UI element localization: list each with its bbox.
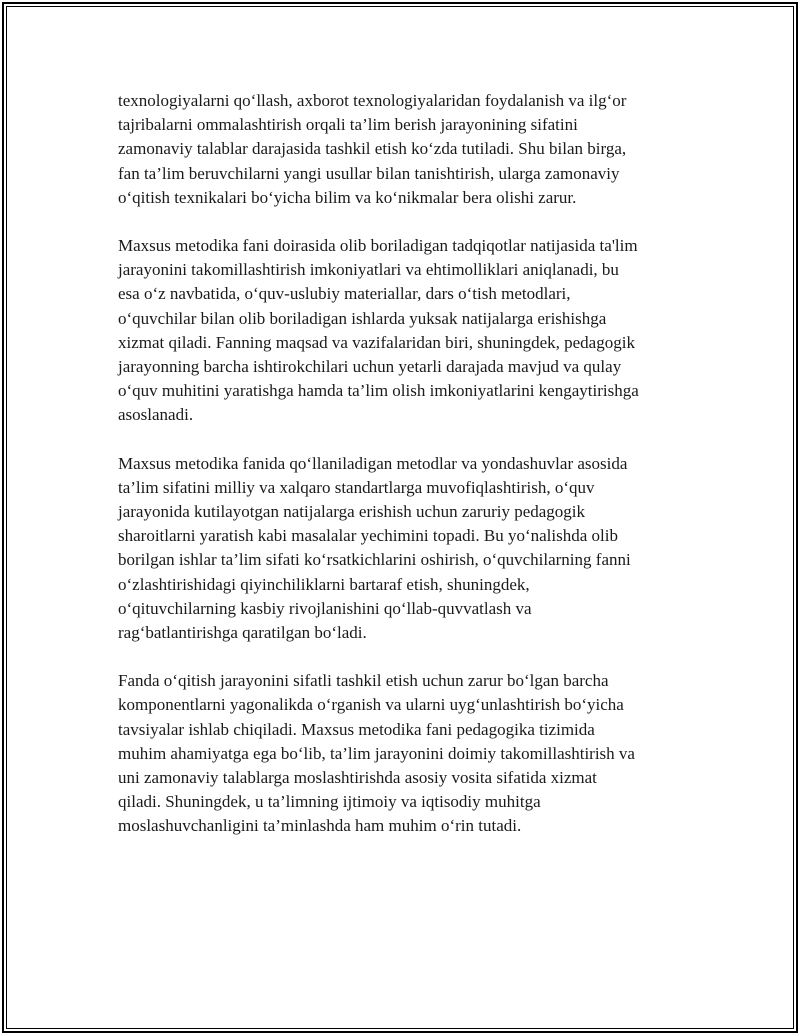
text-line: tavsiyalar ishlab chiqiladi. Maxsus metodika fani pedagogika tizimida bbox=[118, 719, 595, 739]
text-line: Maxsus metodika fanida qo‘llaniladigan metodlar va yondashuvlar asosida bbox=[118, 453, 628, 473]
document-body bbox=[118, 89, 708, 863]
text-line: fan ta’lim beruvchilarni yangi usullar bilan tanishtirish, ularga zamonaviy bbox=[118, 163, 620, 183]
text-line: jarayonida kutilayotgan natijalarga erishish uchun zaruriy pedagogik bbox=[118, 502, 586, 522]
paragraph-4 bbox=[118, 669, 708, 838]
text-line: Maxsus metodika fani doirasida olib boriladigan tadqiqotlar natijasida ta'lim bbox=[118, 236, 638, 256]
text-line: sharoitlarni yaratish kabi masalalar yechimini topadi. Bu yo‘nalishda olib bbox=[118, 526, 618, 546]
text-line: o‘quvchilar bilan olib boriladigan ishlarda yuksak natijalarga erishishga bbox=[118, 308, 607, 328]
text-line: o‘zlashtirishidagi qiyinchiliklarni bartaraf etish, shuningdek, bbox=[118, 574, 530, 594]
text-line: esa o‘z navbatida, o‘quv-uslubiy materiallar, dars o‘tish metodlari, bbox=[118, 284, 571, 304]
text-line: uni zamonaviy talablarga moslashtirishda asosiy vosita sifatida xizmat bbox=[118, 768, 597, 788]
text-line: jarayonini takomillashtirish imkoniyatlari va ehtimolliklari aniqlanadi, bu bbox=[118, 260, 619, 280]
text-line: jarayonning barcha ishtirokchilari uchun yetarli darajada mavjud va qulay bbox=[118, 357, 622, 377]
text-line: moslashuvchanligini ta’minlashda ham muhim o‘rin tutadi. bbox=[118, 816, 522, 836]
text-line: ta’lim sifatini milliy va xalqaro standartlarga muvofiqlashtirish, o‘quv bbox=[118, 477, 595, 497]
paragraph-1 bbox=[118, 89, 708, 210]
text-line: komponentlarni yagonalikda o‘rganish va ularni uyg‘unlashtirish bo‘yicha bbox=[118, 695, 624, 715]
text-line: texnologiyalarni qo‘llash, axborot texnologiyalaridan foydalanish va ilg‘or bbox=[118, 91, 627, 110]
text-line: o‘qituvchilarning kasbiy rivojlanishini qo‘llab-quvvatlash va bbox=[118, 598, 532, 618]
text-line: rag‘batlantirishga qaratilgan bo‘ladi. bbox=[118, 623, 367, 643]
paragraph-3 bbox=[118, 452, 708, 646]
paragraph-2 bbox=[118, 234, 708, 428]
text-line: o‘quv muhitini yaratishga hamda ta’lim olish imkoniyatlarini kengaytirishga bbox=[118, 381, 639, 401]
text-line: xizmat qiladi. Fanning maqsad va vazifalaridan biri, shuningdek, pedagogik bbox=[118, 332, 635, 352]
text-line: tajribalarni ommalashtirish orqali ta’lim berish jarayonining sifatini bbox=[118, 115, 578, 135]
text-line: Fanda o‘qitish jarayonini sifatli tashkil etish uchun zarur bo‘lgan barcha bbox=[118, 671, 609, 691]
text-line: borilgan ishlar ta’lim sifati ko‘rsatkichlarini oshirish, o‘quvchilarning fanni bbox=[118, 550, 631, 570]
text-line: zamonaviy talablar darajasida tashkil etish ko‘zda tutiladi. Shu bilan birga, bbox=[118, 139, 627, 159]
text-line: muhim ahamiyatga ega bo‘lib, ta’lim jarayonini doimiy takomillashtirish va bbox=[118, 743, 635, 763]
text-line: asoslanadi. bbox=[118, 405, 194, 425]
text-line: qiladi. Shuningdek, u ta’limning ijtimoiy va iqtisodiy muhitga bbox=[118, 792, 541, 812]
text-line: o‘qitish texnikalari bo‘yicha bilim va ko‘nikmalar bera olishi zarur. bbox=[118, 187, 577, 207]
